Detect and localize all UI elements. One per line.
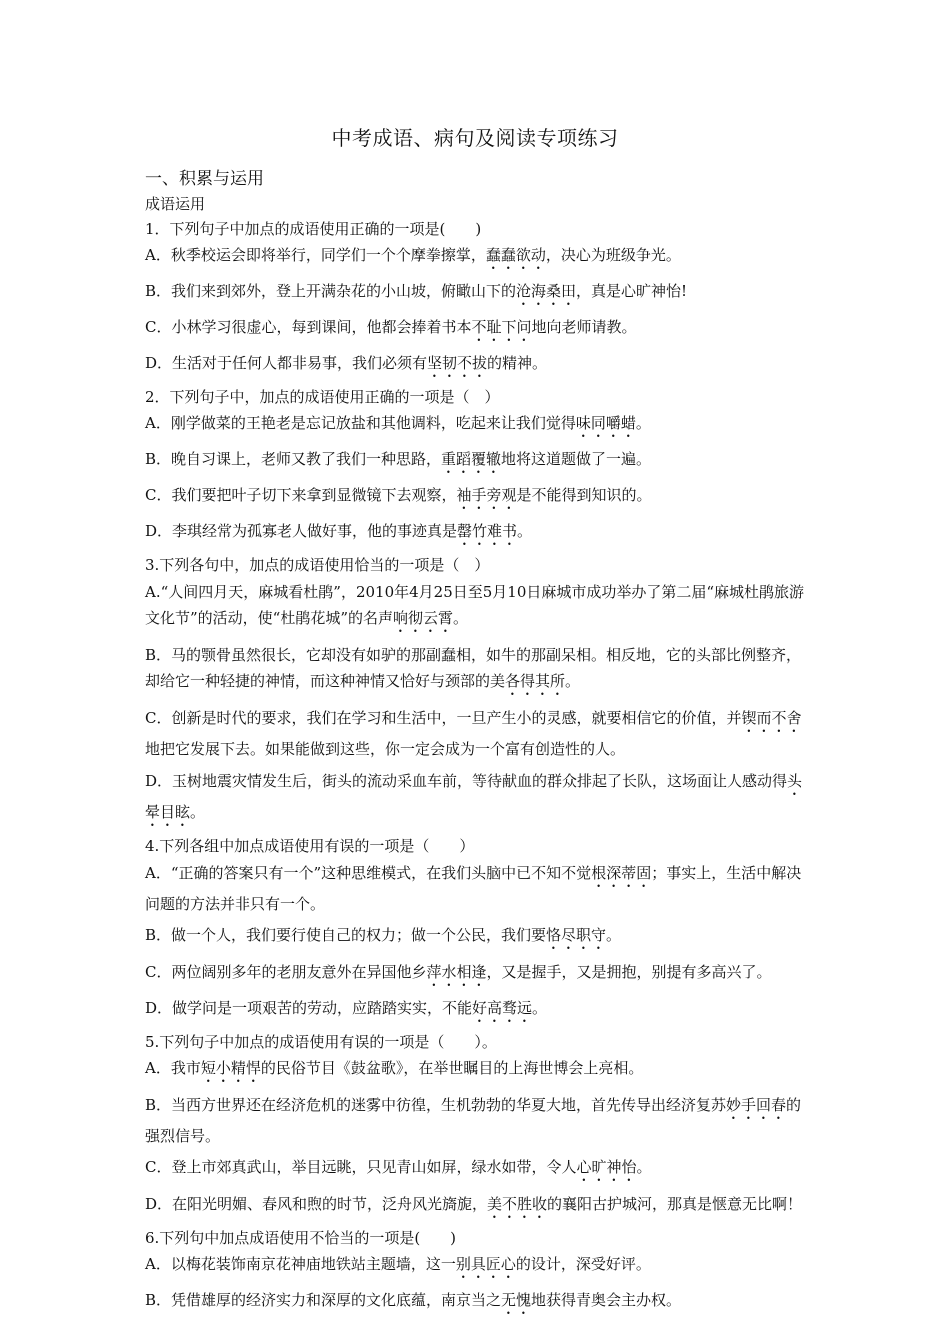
- emphasized-idiom: 根深蒂固: [591, 864, 652, 882]
- answer-option: B．做一个人，我们要行使自己的权力；做一个公民，我们要恪尽职守。: [145, 926, 622, 944]
- emphasized-idiom: 袖手旁观: [456, 486, 517, 504]
- answer-option: D．玉树地震灾情发生后，街头的流动采血车前，等待献血的群众排起了长队，这场面让人感动得头晕目眩。: [145, 772, 803, 821]
- answer-option: B．当西方世界还在经济危机的迷雾中彷徨，生机勃勃的华夏大地，首先传导出经济复苏妙手回春的强烈信号。: [145, 1096, 802, 1145]
- emphasized-idiom: 无愧: [501, 1291, 532, 1309]
- emphasized-idiom: 别具匠心: [455, 1255, 516, 1273]
- emphasized-idiom: 美不胜收: [487, 1195, 548, 1213]
- answer-option: C．登上市郊真武山，举目远眺，只见青山如屏，绿水如带，令人心旷神怡。: [145, 1158, 652, 1176]
- answer-option: C．我们要把叶子切下来拿到显微镜下去观察，袖手旁观是不能得到知识的。: [145, 486, 652, 504]
- emphasized-idiom: 各得其所: [505, 672, 566, 690]
- answer-option: B．马的颚骨虽然很长，它却没有如驴的那副蠢相，如牛的那副呆相。相反地，它的头部比例整齐，却给它一种轻捷的神情，而这种神情又恰好与颈部的美各得其所。: [145, 646, 802, 690]
- emphasized-idiom: 恪尽职守: [546, 926, 607, 944]
- answer-option: A．以梅花装饰南京花神庙地铁站主题墙，这一别具匠心的设计，深受好评。: [145, 1255, 651, 1273]
- subsection-heading: 成语运用: [145, 195, 206, 213]
- emphasized-idiom: 蠢蠢欲动: [485, 246, 546, 264]
- answer-option: A．刚学做菜的王艳老是忘记放盐和其他调料，吃起来让我们觉得味同嚼蜡。: [145, 414, 651, 432]
- emphasized-idiom: 锲而不舍: [741, 709, 802, 727]
- answer-option: C．小林学习很虚心，每到课间，他都会捧着书本不耻下问地向老师请教。: [145, 318, 637, 336]
- emphasized-idiom: 心旷神怡: [576, 1158, 637, 1176]
- answer-option: D．李琪经常为孤寡老人做好事，他的事迹真是罄竹难书。: [145, 522, 533, 540]
- question-stem: 2．下列句子中，加点的成语使用正确的一项是（ ）: [145, 388, 500, 406]
- answer-option: D．生活对于任何人都非易事，我们必须有坚韧不拔的精神。: [145, 354, 548, 372]
- question-stem: 1．下列句子中加点的成语使用正确的一项是( ): [145, 220, 482, 238]
- emphasized-idiom: 罄竹难书: [457, 522, 518, 540]
- answer-option: B．我们来到郊外，登上开满杂花的小山坡，俯瞰山下的沧海桑田，真是心旷神怡!: [145, 282, 688, 300]
- answer-option: A.“人间四月天，麻城看杜鹃”，2010年4月25日至5月10日麻城市成功举办了第二届“麻城杜鹃旅游文化节”的活动，使“杜鹃花城”的名声响彻云霄。: [145, 583, 805, 627]
- answer-option: C．创新是时代的要求，我们在学习和生活中，一旦产生小的灵感，就要相信它的价值，并锲而不舍地把它发展下去。如果能做到这些，你一定会成为一个富有创造性的人。: [145, 709, 802, 758]
- emphasized-idiom: 重蹈覆辙: [441, 450, 502, 468]
- question-stem: 4.下列各组中加点成语使用有误的一项是（ ）: [145, 837, 475, 855]
- emphasized-idiom: 头晕目眩: [145, 772, 803, 821]
- answer-option: B．凭借雄厚的经济实力和深厚的文化底蕴，南京当之无愧地获得青奥会主办权。: [145, 1291, 682, 1309]
- question-stem: 5.下列句子中加点的成语使用有误的一项是（ ）。: [145, 1033, 497, 1051]
- question-list: [145, 217, 810, 1318]
- emphasized-idiom: 响彻云霄: [393, 609, 454, 627]
- answer-option: A．“正确的答案只有一个”这种思维模式，在我们头脑中已不知不觉根深蒂固；事实上，生活中解决问题的方法并非只有一个。: [145, 864, 802, 913]
- section-heading: 一、积累与运用: [145, 169, 264, 189]
- question-stem: 6.下列句中加点成语使用不恰当的一项是( ): [145, 1229, 457, 1247]
- answer-option: A．秋季校运会即将举行，同学们一个个摩拳擦掌，蠢蠢欲动，决心为班级争光。: [145, 246, 681, 264]
- emphasized-idiom: 萍水相逢: [426, 963, 487, 981]
- question-stem: 3.下列各句中，加点的成语使用恰当的一项是（ ）: [145, 556, 490, 574]
- emphasized-idiom: 不耻下问: [471, 318, 532, 336]
- answer-option: C．两位阔别多年的老朋友意外在异国他乡萍水相逢，又是握手，又是拥抱，别提有多高兴了。: [145, 963, 772, 981]
- emphasized-idiom: 妙手回春: [726, 1096, 787, 1114]
- answer-option: A．我市短小精悍的民俗节目《鼓盆歌》，在举世瞩目的上海世博会上亮相。: [145, 1059, 644, 1077]
- page-title: 中考成语、病句及阅读专项练习: [331, 126, 619, 150]
- answer-option: B．晚自习课上，老师又教了我们一种思路，重蹈覆辙地将这道题做了一遍。: [145, 450, 652, 468]
- emphasized-idiom: 短小精悍: [200, 1059, 261, 1077]
- emphasized-idiom: 沧海桑田: [516, 282, 577, 300]
- emphasized-idiom: 味同嚼蜡: [575, 414, 636, 432]
- emphasized-idiom: 好高骛远: [472, 999, 533, 1017]
- answer-option: D．在阳光明媚、春风和煦的时节，泛舟风光旖旎，美不胜收的襄阳古护城河，那真是惬意无比啊！: [145, 1195, 803, 1213]
- emphasized-idiom: 坚韧不拔: [427, 354, 488, 372]
- answer-option: D．做学问是一项艰苦的劳动，应踏踏实实，不能好高骛远。: [145, 999, 548, 1017]
